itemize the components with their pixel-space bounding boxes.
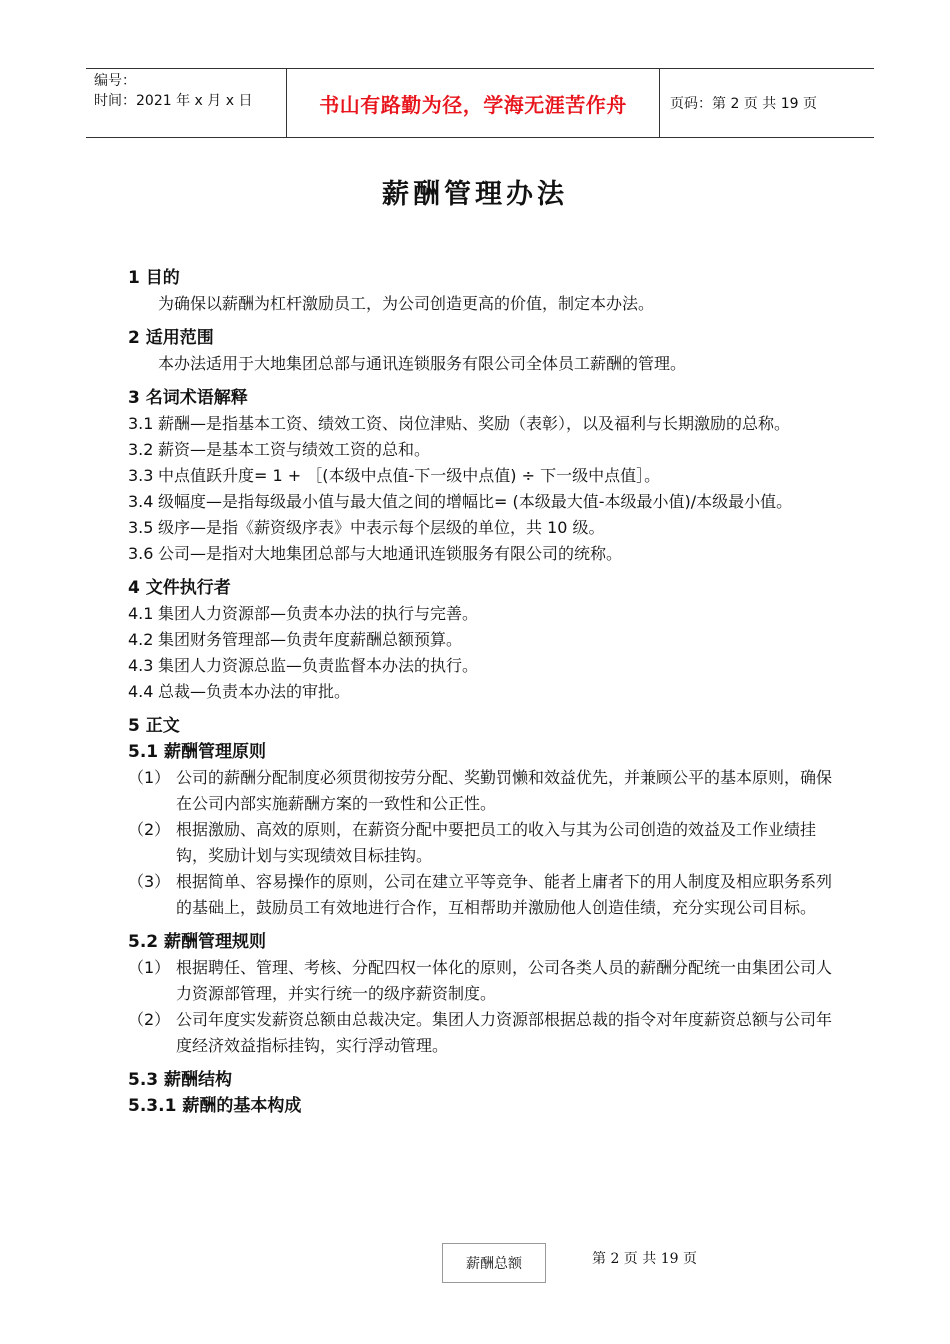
paragraph: 本办法适用于大地集团总部与通讯连锁服务有限公司全体员工薪酬的管理。: [158, 354, 687, 373]
item-number: （2）: [128, 1010, 171, 1029]
item-number: 3.2: [128, 440, 154, 459]
document-title: 薪酬管理办法: [382, 179, 568, 210]
header-motto: 书山有路勤为径，学海无涯苦作舟: [286, 69, 660, 137]
list-item: [128, 679, 838, 705]
section-heading: 3 名词术语解释: [128, 388, 248, 408]
section-heading: 5 正文: [128, 716, 180, 736]
item-text: 公司年度实发薪资总额由总裁决定。集团人力资源部根据总裁的指令对年度薪资总额与公司年度经济效益指标挂钩，实行浮动管理。: [176, 1010, 833, 1055]
footer-label-box: 薪酬总额: [442, 1243, 546, 1283]
item-text: 中点值跃升度= 1 + ［(本级中点值-下一级中点值) ÷ 下一级中点值］。: [158, 466, 661, 485]
item-text: 集团财务管理部—负责年度薪酬总额预算。: [158, 630, 463, 649]
list-item: [128, 627, 838, 653]
item-text: 公司—是指对大地集团总部与大地通讯连锁服务有限公司的统称。: [158, 544, 623, 563]
list-item: [128, 817, 838, 869]
list-item: [128, 489, 838, 515]
list-item: [128, 765, 838, 817]
item-number: 3.6: [128, 544, 154, 563]
item-text: 公司的薪酬分配制度必须贯彻按劳分配、奖勤罚懒和效益优先，并兼顾公平的基本原则，确保在公司内部实施薪酬方案的一致性和公正性。: [176, 768, 833, 813]
item-text: 根据聘任、管理、考核、分配四权一体化的原则，公司各类人员的薪酬分配统一由集团公司人力资源部管理，并实行统一的级序薪资制度。: [176, 958, 833, 1003]
list-item: [128, 541, 838, 567]
item-text: 根据激励、高效的原则，在薪资分配中要把员工的收入与其为公司创造的效益及工作业绩挂钩，奖励计划与实现绩效目标挂钩。: [176, 820, 817, 865]
section-heading: 1 目的: [128, 268, 180, 288]
item-text: 集团人力资源总监—负责监督本办法的执行。: [158, 656, 479, 675]
paragraph: 为确保以薪酬为杠杆激励员工，为公司创造更高的价值，制定本办法。: [158, 294, 655, 313]
item-number: 3.1: [128, 414, 154, 433]
section-heading: 2 适用范围: [128, 328, 214, 348]
item-number: 3.4: [128, 492, 154, 511]
list-item: [128, 955, 838, 1007]
item-number: （3）: [128, 872, 171, 891]
item-number: （1）: [128, 768, 171, 787]
item-number: 3.5: [128, 518, 154, 537]
document-body: [128, 265, 838, 1119]
item-text: 级幅度—是指每级最小值与最大值之间的增幅比= (本级最大值-本级最小值)/本级最小值。: [158, 492, 793, 511]
header-meta: [86, 69, 286, 137]
list-item: [128, 515, 838, 541]
list-item: [128, 411, 838, 437]
item-text: 总裁—负责本办法的审批。: [158, 682, 351, 701]
list-item: [128, 653, 838, 679]
section-heading: 4 文件执行者: [128, 578, 231, 598]
list-item: [128, 437, 838, 463]
page-header: [86, 68, 874, 138]
item-number: 4.2: [128, 630, 154, 649]
list-item: [128, 601, 838, 627]
item-number: 3.3: [128, 466, 154, 485]
subsection-heading: 5.3 薪酬结构: [128, 1070, 233, 1090]
item-number: （1）: [128, 958, 171, 977]
item-text: 集团人力资源部—负责本办法的执行与完善。: [158, 604, 479, 623]
item-text: 根据简单、容易操作的原则，公司在建立平等竞争、能者上庸者下的用人制度及相应职务系列的基础上，鼓励员工有效地进行合作，互相帮助并激励他人创造佳绩，充分实现公司目标。: [176, 872, 833, 917]
subsection-heading: 5.1 薪酬管理原则: [128, 742, 267, 762]
header-page-info: 页码：第 2 页 共 19 页: [670, 96, 817, 112]
footer-page-number: 第 2 页 共 19 页: [592, 1251, 697, 1267]
item-text: 级序—是指《薪资级序表》中表示每个层级的单位，共 10 级。: [158, 518, 605, 537]
item-number: 4.1: [128, 604, 154, 623]
item-number: 4.3: [128, 656, 154, 675]
list-item: [128, 1007, 838, 1059]
number-label: 编号：: [94, 73, 136, 89]
item-text: 薪酬—是指基本工资、绩效工资、岗位津贴、奖励（表彰），以及福利与长期激励的总称。: [158, 414, 791, 433]
item-number: 4.4: [128, 682, 154, 701]
item-number: （2）: [128, 820, 171, 839]
list-item: [128, 463, 838, 489]
item-text: 薪资—是基本工资与绩效工资的总和。: [158, 440, 431, 459]
subsection-heading: 5.2 薪酬管理规则: [128, 932, 267, 952]
time-label: 时间：2021 年 x 月 x 日: [94, 93, 253, 109]
subsection-heading: 5.3.1 薪酬的基本构成: [128, 1096, 302, 1116]
list-item: [128, 869, 838, 921]
